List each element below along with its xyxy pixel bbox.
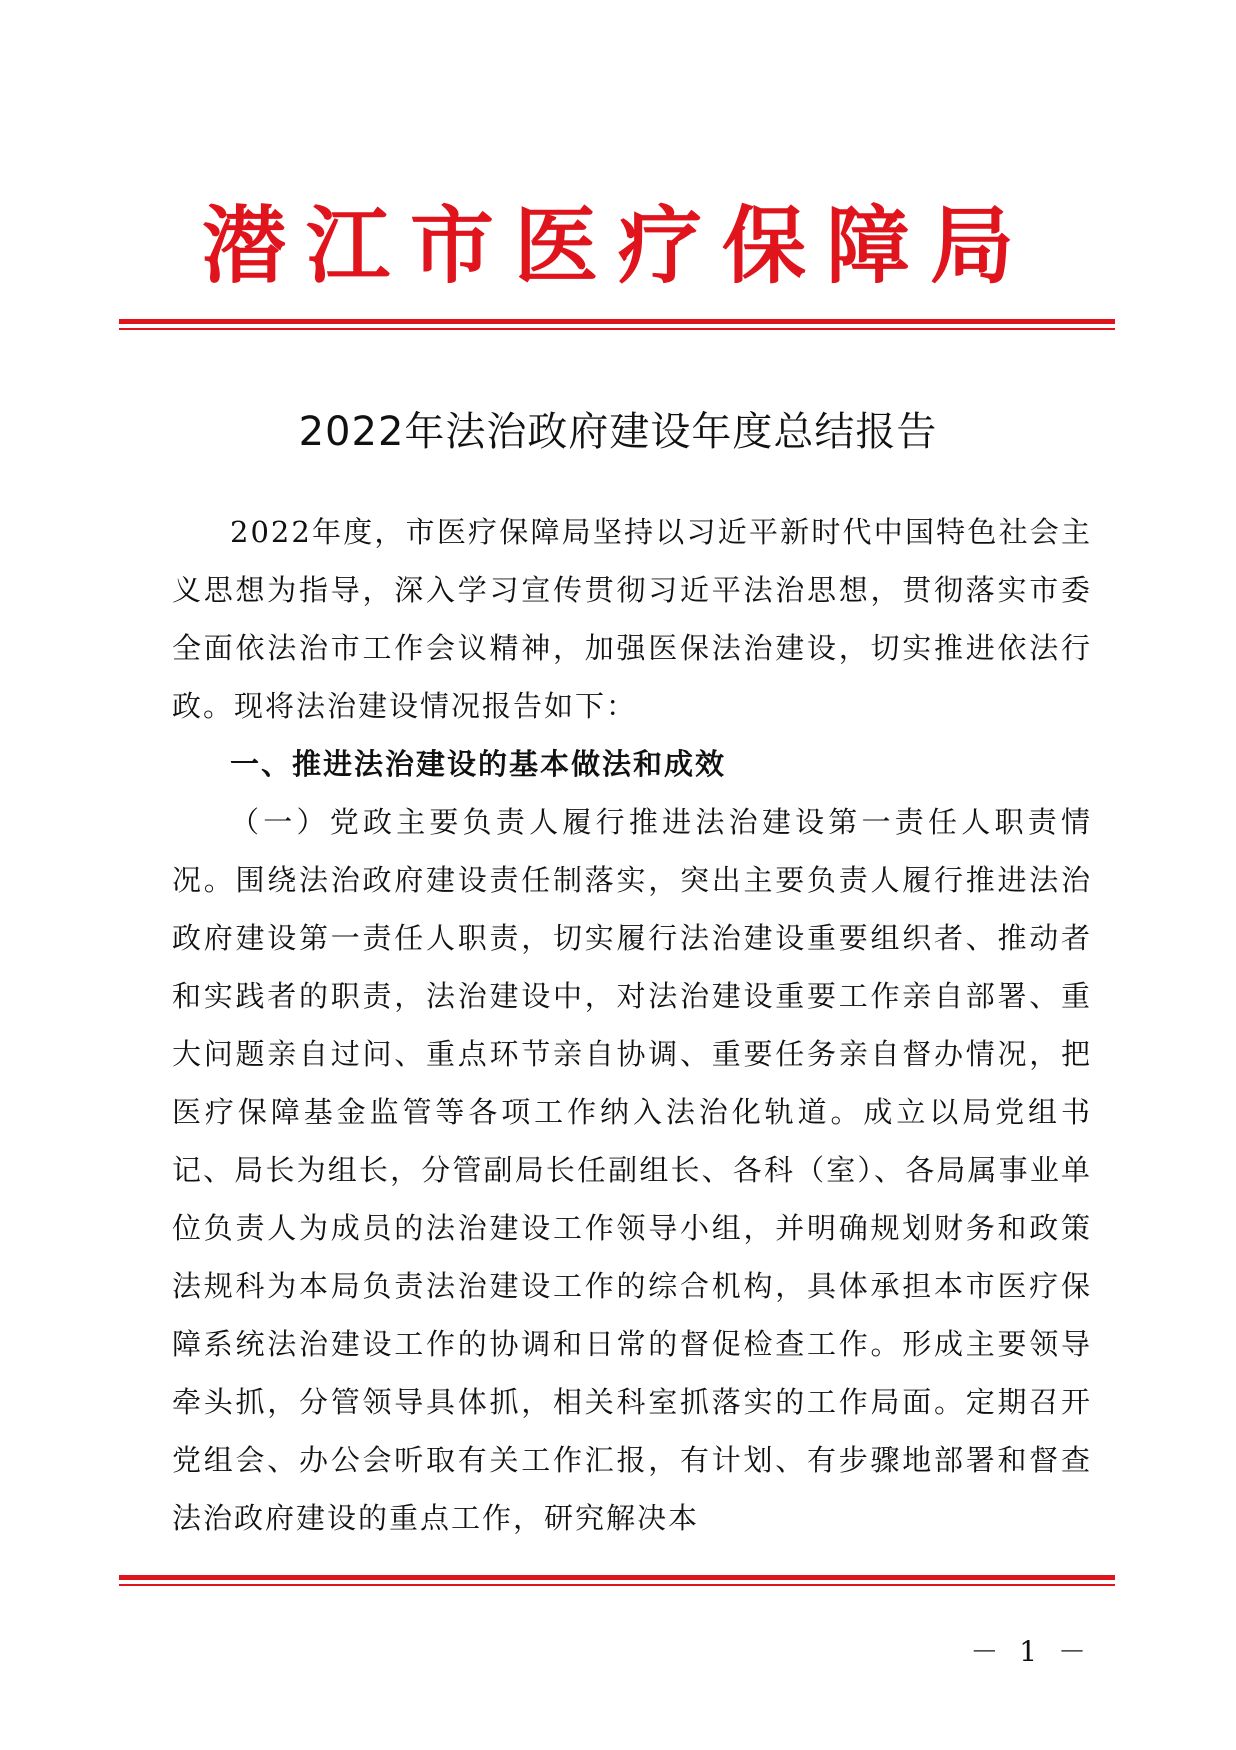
document-body — [172, 503, 1092, 1547]
subsection-paragraph: （一）党政主要负责人履行推进法治建设第一责任人职责情况。围绕法治政府建设责任制落实，突出主要负责人履行推进法治政府建设第一责任人职责，切实履行法治建设重要组织者、推动者和实践者的职责，法治建设中，对法治建设重要工作亲自部署、重大问题亲自过问、重点环节亲自协调、重要任务亲自督办情况，把医疗保障基金监管等各项工作纳入法治化轨道。成立以局党组书记、局长为组长，分管副局长任副组长、各科（室）、各局属事业单位负责人为成员的法治建设工作领导小组，并明确规划财务和政策法规科为本局负责法治建设工作的综合机构，具体承担本市医疗保障系统法治建设工作的协调和日常的督促检查工作。形成主要领导牵头抓，分管领导具体抓，相关科室抓落实的工作局面。定期召开党组会、办公会听取有关工作汇报，有计划、有步骤地部署和督查法治政府建设的重点工作，研究解决本 — [172, 805, 1092, 1535]
document-title: 2022年法治政府建设年度总结报告 — [298, 409, 938, 455]
masthead-org-name: 潜江市医疗保障局 — [201, 197, 1034, 295]
page-number: － 1 － — [970, 1635, 1092, 1668]
intro-paragraph: 2022年度，市医疗保障局坚持以习近平新时代中国特色社会主义思想为指导，深入学习宣传贯彻习近平法治思想，贯彻落实市委全面依法治市工作会议精神，加强医保法治建设，切实推进依法行政。现将法治建设情况报告如下： — [172, 515, 1092, 723]
masthead-red-rule — [119, 319, 1115, 330]
section-heading: 一、推进法治建设的基本做法和成效 — [230, 747, 727, 781]
footer-red-rule — [119, 1575, 1115, 1586]
